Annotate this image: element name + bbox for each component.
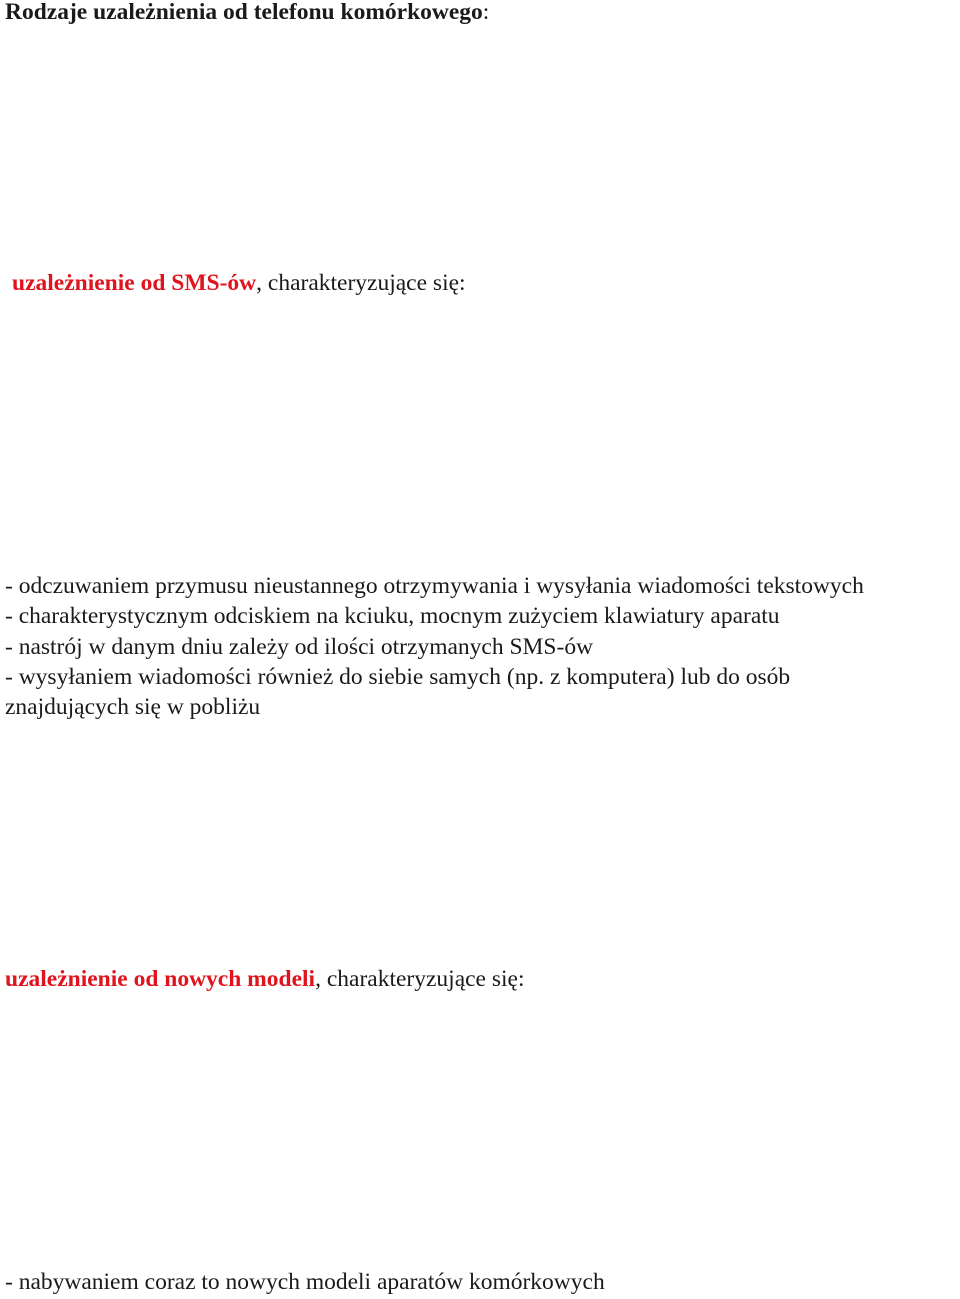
list-item: - wysyłaniem wiadomości również do siebie samych (np. z komputera) lub do osób znajdujących się w pobliżu bbox=[5, 663, 791, 721]
sms-symptom-list bbox=[5, 571, 905, 722]
section-heading-sms bbox=[12, 268, 466, 298]
page-title-bold: Rodzaje uzależnienia od telefonu komórkowego bbox=[5, 0, 483, 25]
section-heading-new-models-tail: , charakteryzujące się: bbox=[315, 966, 525, 992]
page-title bbox=[5, 0, 489, 27]
section-heading-new-models bbox=[5, 964, 525, 994]
list-item: - nastrój w danym dniu zależy od ilości otrzymanych SMS-ów bbox=[5, 633, 594, 660]
page-title-colon: : bbox=[482, 0, 490, 25]
list-item: - charakterystycznym odciskiem na kciuku, mocnym zużyciem klawiatury aparatu bbox=[5, 603, 780, 630]
new-models-symptom-list bbox=[5, 1267, 605, 1297]
list-item: - odczuwaniem przymusu nieustannego otrzymywania i wysyłania wiadomości tekstowych bbox=[5, 573, 864, 599]
section-heading-new-models-term: uzależnienie od nowych modeli bbox=[5, 966, 316, 992]
list-item: - nabywaniem coraz to nowych modeli aparatów komórkowych bbox=[5, 1269, 605, 1295]
section-heading-sms-term: uzależnienie od SMS-ów bbox=[12, 270, 257, 296]
section-heading-sms-tail: , charakteryzujące się: bbox=[256, 270, 466, 296]
